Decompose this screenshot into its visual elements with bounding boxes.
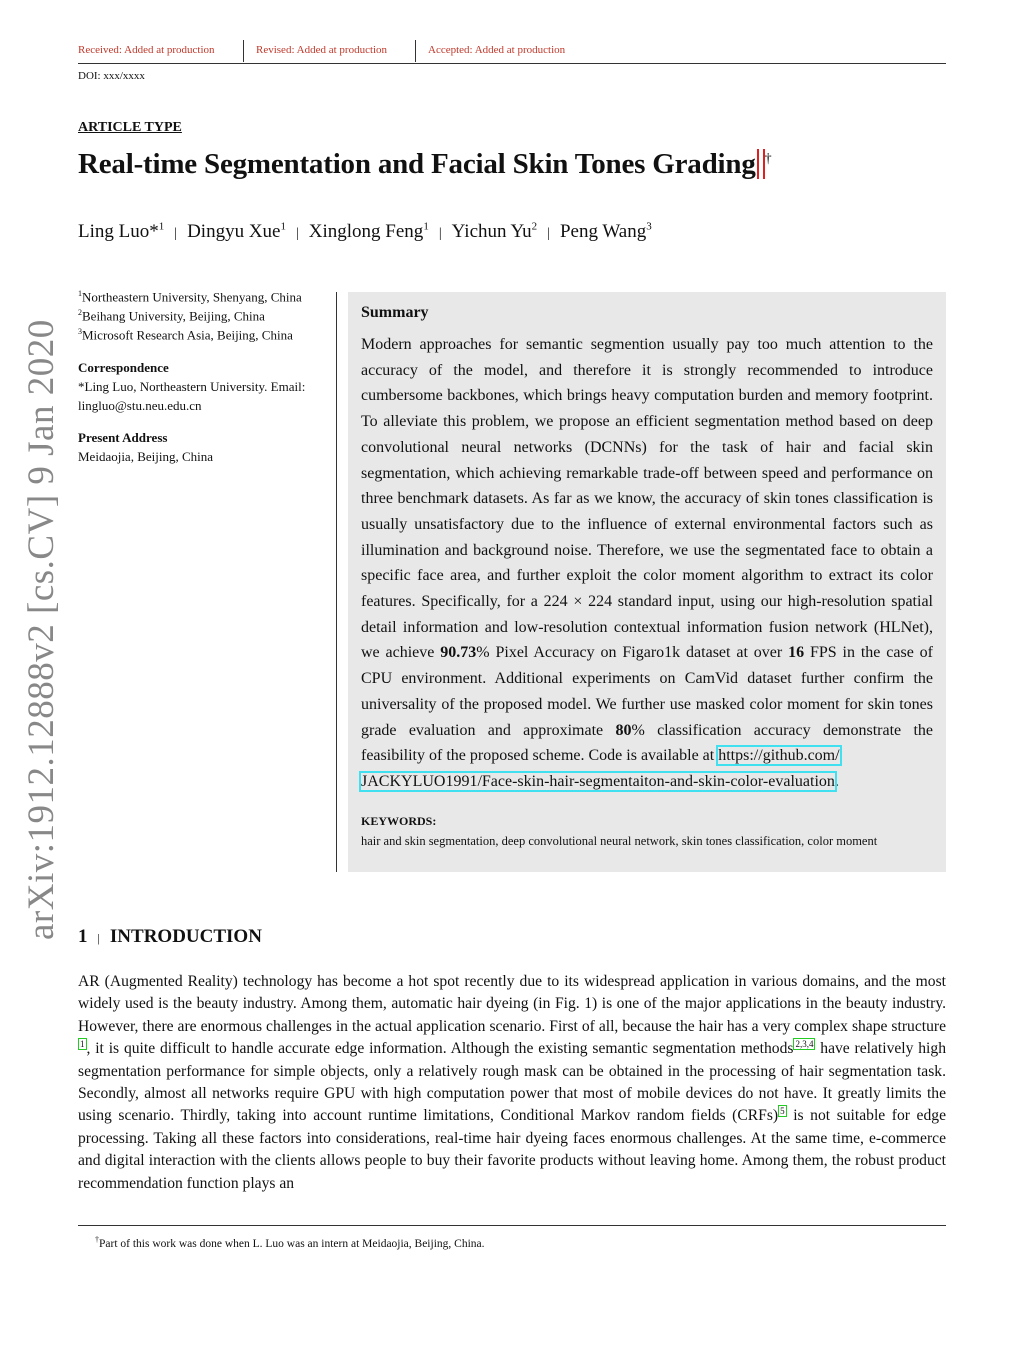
citation-link[interactable]: 5 — [780, 1106, 785, 1117]
author: Peng Wang$^3$ — [559, 221, 652, 243]
keywords-text: hair and skin segmentation, deep convolutional neural network, skin tones classification, color moment — [361, 834, 878, 848]
title-footnote-link[interactable] — [757, 149, 765, 179]
received-date: Received: Added at production — [78, 44, 215, 56]
footnote-mark: † — [95, 1235, 99, 1244]
code-link-continued[interactable]: JACKYLUO1991/Face-skin-hair-segmentaiton-and-skin-color-evaluation — [361, 772, 835, 790]
citation-link[interactable]: 2,3,4 — [795, 1039, 814, 1050]
arxiv-stamp: arXiv:1912.12888v2 [cs.CV] 9 Jan 2020 — [21, 319, 62, 940]
section-title: INTRODUCTION — [109, 926, 262, 947]
footnote-rule — [78, 1225, 946, 1226]
present-address: Meidaojia, Beijing, China — [78, 449, 214, 464]
correspondence-name: *Ling Luo, Northeastern University. Email: — [78, 379, 306, 394]
summary-text: Modern approaches for semantic segmention usually pay too much attention to the accuracy of the model, and therefore it is strongly recommended to introduce cumbersome backbones, which brings heavy computation burden and memory footprint. To alleviate this problem, we propose an efficient segmentation method based on deep convolutional neural networks (DCNNs) for the task of hair and facial skin segmentation, which achieving remarkable trade-off between speed and performance on three benchmark datasets. As far as we know, the accuracy of skin tones classification is usually unsatisfactory due to the influence of external environmental factors such as illumination and background noise. Therefore, we use the segmentated face to obtain a specific face area, and further exploit the color moment algorithm to extract its color features. Specifically, for a 224 × 224 standard input, using our high-resolution spatial detail information and low-resolution contextual information fusion network (HLNet), we achieve 90.73% Pixel Accuracy on Figaro1k dataset at over 16 FPS in the case of CPU environment. Additional experiments on CamVid dataset further confirm the universality of the proposed model. We further use masked color moment for skin tones grade evaluation and approximate 80% classification accuracy demonstrate the feasibility of the proposed scheme. Code is available at https://github.com/ JACKYLUO1991/Face-skin-hair-segmentaiton-and-skin-color-evaluation. — [361, 336, 934, 790]
section-separator: | — [97, 931, 100, 945]
sidebar-divider — [336, 292, 337, 872]
accepted-date: Accepted: Added at production — [428, 44, 566, 56]
paper-title — [78, 148, 771, 181]
author-separator: | — [547, 226, 550, 242]
accuracy-value: 90.73 — [440, 644, 477, 662]
intro-paragraph: AR (Augmented Reality) technology has become a hot spot recently due to its widespread application in various domains, and the most widely used is the beauty industry. Among them, automatic hair dyeing (in Fig. 1) is one of the major applications in the beauty industry. However, there are enormous challenges in the actual application scenario. First of all, because the hair has a very complex shape structure1 , it is quite difficult to handle accurate edge information. Although the existing semantic segmentation methods 2,3,4 have relatively high segmentation performance for simple objects, only a relatively rough mask can be obtained in the processing of hair segmentation task. Secondly, almost all networks require GPU with high computation power that most of mobile devices do not have. It greatly limits the using scenario. Thirdly, taking into account runtime limitations, Conditional Markov random fields (CRFs) 5 is not suitable for edge processing. Taking all these factors into considerations, real-time hair dyeing faces enormous challenges. At the same time, e-commerce and digital interaction with the clients allows people to buy their favorite products without leaving home. Among them, the robust product recommendation function plays an — [78, 973, 946, 1192]
title-text: Real-time Segmentation and Facial Skin Tones Grading — [78, 148, 756, 180]
summary-heading: Summary — [361, 304, 429, 321]
fps-value: 16 — [788, 644, 805, 662]
footnote — [95, 1235, 485, 1250]
author-separator: | — [174, 226, 178, 242]
section-number: 1 — [78, 926, 88, 947]
author-separator: | — [295, 226, 299, 242]
citation-link[interactable]: 1 — [80, 1039, 85, 1050]
affiliation: $^2$Beihang University, Beijing, China — [78, 308, 265, 324]
author-list — [78, 221, 652, 243]
classification-accuracy-value: 80 — [615, 721, 632, 739]
keywords-heading: KEYWORDS: — [361, 814, 437, 828]
author: Yichun Yu$^2$ — [451, 221, 538, 243]
article-type: ARTICLE TYPE — [78, 120, 182, 135]
author: Xinglong Feng$^1$ — [308, 221, 429, 243]
code-link[interactable]: https://github.com/ — [718, 747, 840, 765]
author: Dingyu Xue$^1$ — [187, 221, 286, 243]
revised-date: Revised: Added at production — [256, 44, 388, 56]
correspondence-heading: Correspondence — [78, 360, 169, 375]
affiliation: $^1$Northeastern University, Shenyang, China — [78, 289, 302, 305]
doi: DOI: xxx/xxxx — [78, 70, 145, 82]
section-heading — [78, 926, 262, 948]
header-rule — [78, 63, 946, 64]
author: Ling Luo*$^1$ — [78, 221, 165, 243]
present-address-heading: Present Address — [78, 430, 168, 445]
correspondence-email: lingluo@stu.neu.edu.cn — [78, 398, 202, 413]
affiliation: $^3$Microsoft Research Asia, Beijing, China — [78, 327, 293, 343]
title-footnote-mark: † — [764, 151, 772, 167]
header-divider — [415, 40, 416, 62]
footnote-text: Part of this work was done when L. Luo was an intern at Meidaojia, Beijing, China. — [99, 1237, 485, 1250]
author-separator: | — [438, 226, 442, 242]
header-divider — [243, 40, 244, 62]
